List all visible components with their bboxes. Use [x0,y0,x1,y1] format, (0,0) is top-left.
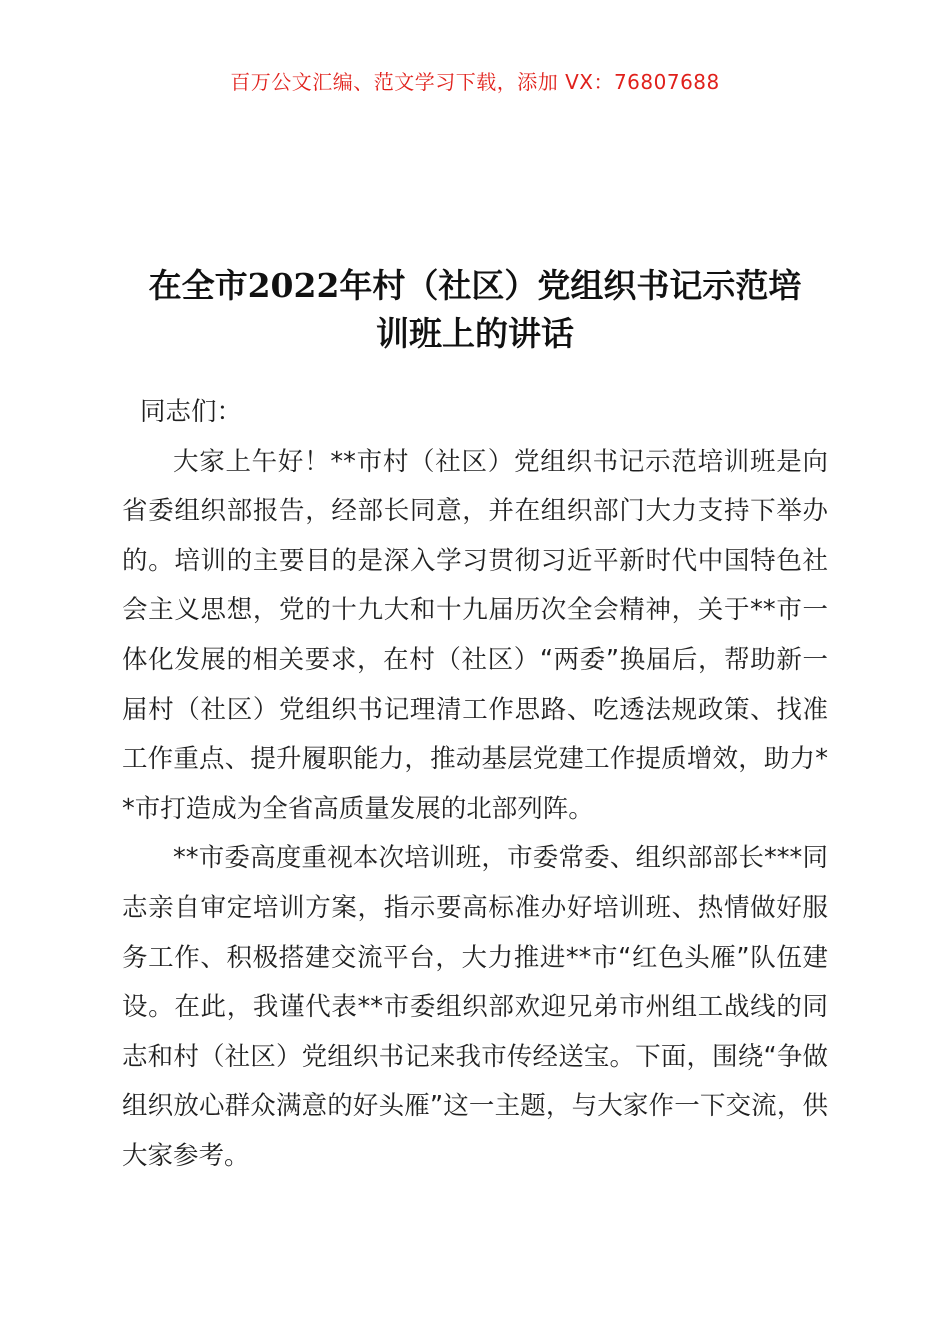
paragraph-1: 大家上午好！**市村（社区）党组织书记示范培训班是向省委组织部报告，经部长同意，并在组织部门大力支持下举办的。培训的主要目的是深入学习贯彻习近平新时代中国特色社会主义思想，党的十九大和十九届历次全会精神，关于**市一体化发展的相关要求，在村（社区）“两委”换届后，帮助新一届村（社区）党组织书记理清工作思路、吃透法规政策、找准工作重点、提升履职能力，推动基层党建工作提质增效，助力**市打造成为全省高质量发展的北部列阵。 [122,446,828,824]
document-body [122,388,828,1182]
title-line-1: 在全市2022年村（社区）党组织书记示范培 [148,266,802,305]
title-line-2: 训班上的讲话 [376,314,574,353]
salutation: 同志们： [140,397,243,427]
paragraph-2: **市委高度重视本次培训班，市委常委、组织部部长***同志亲自审定培训方案，指示要高标准办好培训班、热情做好服务工作、积极搭建交流平台，大力推进**市“红色头雁”队伍建设。在此，我谨代表**市委组织部欢迎兄弟市州组工战线的同志和村（社区）党组织书记来我市传经送宝。下面，围绕“争做组织放心群众满意的好头雁”这一主题，与大家作一下交流，供大家参考。 [122,843,828,1171]
header-note: 百万公文汇编、范文学习下载，添加 VX：76807688 [230,70,720,94]
document-title [122,262,828,358]
